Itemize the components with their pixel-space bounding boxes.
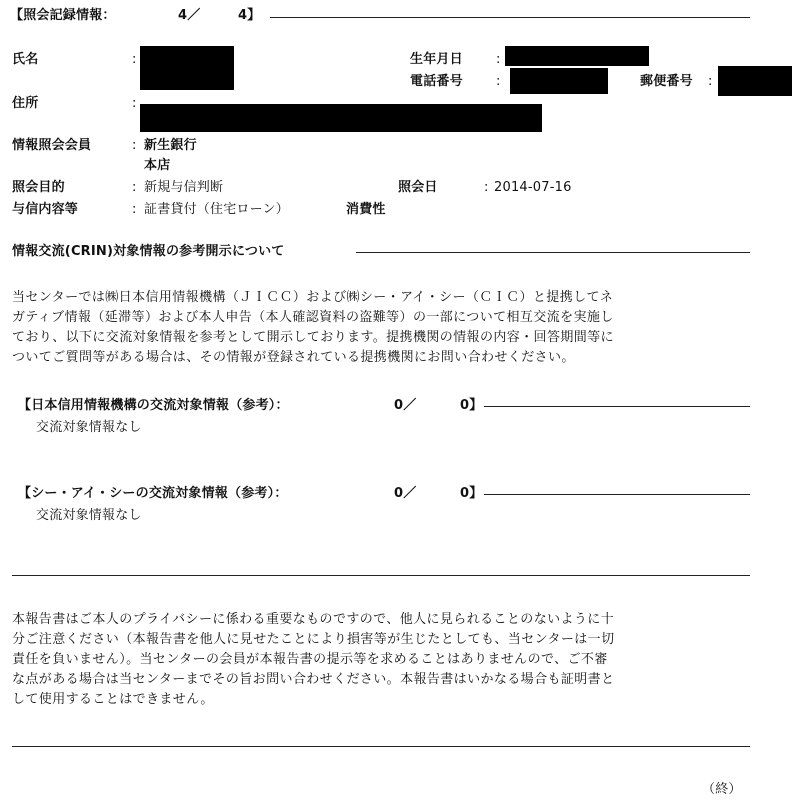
crin-header-rule xyxy=(356,252,750,253)
inquiry-date-label: 照会日 xyxy=(398,180,438,195)
postal-redaction xyxy=(718,66,792,96)
member-colon: : xyxy=(132,138,137,153)
purpose-value: 新規与信判断 xyxy=(144,180,224,195)
member-name: 新生銀行 xyxy=(144,138,197,153)
birthdate-redaction xyxy=(505,46,649,66)
phone-redaction xyxy=(510,68,608,94)
cic-status: 交流対象情報なし xyxy=(36,508,142,523)
phone-label: 電話番号 xyxy=(410,74,463,89)
jicc-count-a: 0／ xyxy=(394,398,417,413)
purpose-label: 照会目的 xyxy=(12,180,65,195)
notice-paragraph-line: 責任を負いません）。当センターの会員が本報告書の提示等を求めることはありませんので、ご不審 xyxy=(12,652,608,667)
page-current: 4／ xyxy=(178,8,201,23)
jicc-status: 交流対象情報なし xyxy=(36,420,142,435)
credit-type: 消費性 xyxy=(346,202,386,217)
address-colon: : xyxy=(132,96,137,111)
jicc-count-b: 0】 xyxy=(460,398,483,413)
inquiry-date-colon: : xyxy=(484,180,489,195)
cic-rule xyxy=(484,494,750,495)
birthdate-colon: : xyxy=(496,52,501,67)
crin-paragraph-line: ついてご質問等がある場合は、その情報が登録されている提携機関にお問い合わせください。 xyxy=(12,350,575,365)
record-section-title: 【照会記録情報： xyxy=(10,8,116,23)
notice-top-rule xyxy=(12,575,750,576)
header-rule xyxy=(270,17,750,18)
inquiry-date-value: 2014-07-16 xyxy=(494,180,572,195)
page-total: 4】 xyxy=(238,8,261,23)
address-redaction xyxy=(140,104,542,132)
purpose-colon: : xyxy=(132,180,137,195)
credit-colon: : xyxy=(132,202,137,217)
notice-bottom-rule xyxy=(12,746,750,747)
notice-paragraph-line: な点がある場合は当センターまでその旨お問い合わせください。本報告書はいかなる場合も証明書と xyxy=(12,672,615,687)
crin-paragraph-line: 当センターでは㈱日本信用情報機構（ＪＩＣＣ）および㈱シー・アイ・シー（ＣＩＣ）と提携してネ xyxy=(12,290,614,305)
postal-colon: : xyxy=(708,74,713,89)
end-mark: （終） xyxy=(702,782,742,797)
crin-explanation xyxy=(12,288,614,368)
phone-colon: : xyxy=(496,74,501,89)
address-label: 住所 xyxy=(12,96,39,111)
postal-label: 郵便番号 xyxy=(640,74,693,89)
notice-paragraph-line: 分ご注意ください（本報告書を他人に見せたことにより損害等が生じたとしても、当センターは一切 xyxy=(12,632,615,647)
cic-count-a: 0／ xyxy=(394,486,417,501)
name-colon: : xyxy=(132,52,137,67)
notice-paragraph-line: 本報告書はご本人のプライバシーに係わる重要なものですので、他人に見られることのないように十 xyxy=(12,612,615,627)
notice-paragraph-line: して使用することはできません。 xyxy=(12,692,214,707)
name-label: 氏名 xyxy=(12,52,39,67)
credit-value: 証書貸付（住宅ローン） xyxy=(144,202,289,217)
birthdate-label: 生年月日 xyxy=(410,52,463,67)
privacy-notice xyxy=(12,610,614,710)
jicc-section-title: 【日本信用情報機構の交流対象情報（参考）： xyxy=(18,398,289,413)
cic-section-title: 【シー・アイ・シーの交流対象情報（参考）： xyxy=(18,486,288,501)
crin-paragraph-line: ガティブ情報（延滞等）および本人申告（本人確認資料の盗難等）の一部について相互交流を実施し xyxy=(12,310,614,325)
cic-count-b: 0】 xyxy=(460,486,483,501)
member-branch: 本店 xyxy=(144,158,171,173)
crin-paragraph-line: ており、以下に交流対象情報を参考として開示しております。提携機関の情報の内容・回答期間等に xyxy=(12,330,614,345)
name-redaction xyxy=(140,46,234,90)
member-label: 情報照会会員 xyxy=(12,138,92,153)
credit-label: 与信内容等 xyxy=(12,202,79,217)
jicc-rule xyxy=(484,406,750,407)
crin-section-title: 情報交流(CRIN)対象情報の参考開示について xyxy=(12,244,285,259)
